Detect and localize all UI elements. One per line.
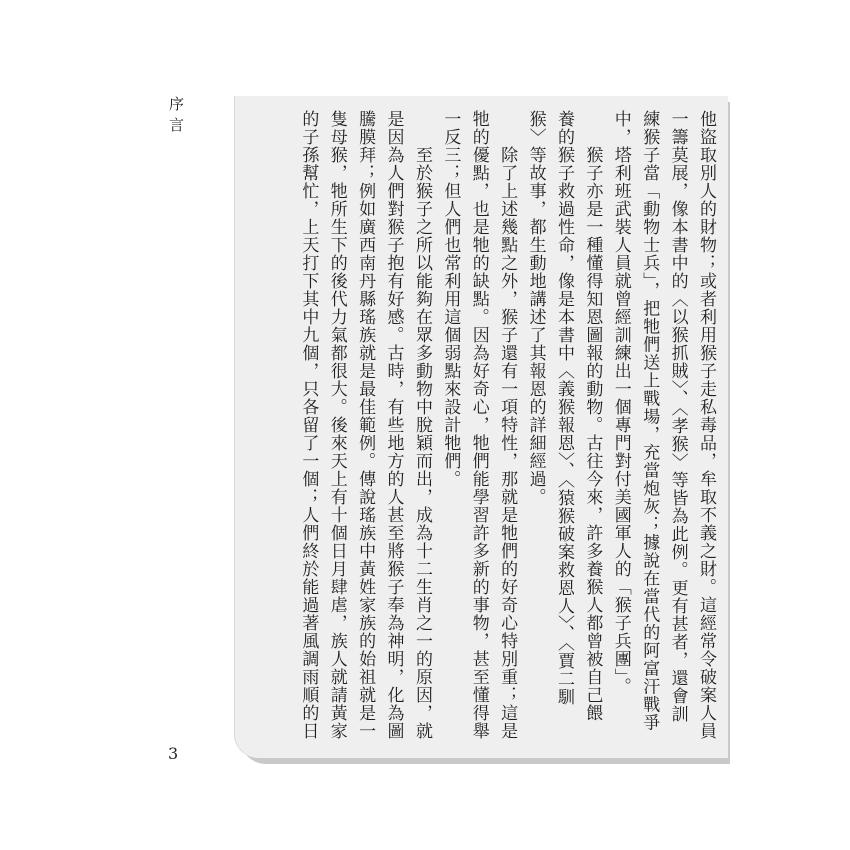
page-number: 3 <box>168 744 179 763</box>
text-column: 養的猴子救過性命，像是本書中〈義猴報恩〉、〈猿猴破案救恩人〉、〈賈二馴 <box>553 110 574 706</box>
vertical-text-body <box>294 110 720 750</box>
text-column: 猴〉等故事，都生動地講述了其報恩的詳細經過。 <box>525 110 546 506</box>
text-column: 騰膜拜；例如廣西南丹縣瑤族就是最佳範例。傳說瑤族中黃姓家族的始祖就是一 <box>355 110 376 740</box>
text-column: 除了上述幾點之外，猴子還有一項特性，那就是牠們的好奇心特別重；這是 <box>497 110 518 740</box>
text-column: 隻母猴，牠所生下的後代力氣都很大。後來天上有十個日月肆虐，族人就請黃家 <box>326 110 347 740</box>
text-column: 猴子亦是一種懂得知恩圖報的動物。古往今來，許多養猴人都曾被自己餵 <box>582 110 603 722</box>
text-column: 他盜取別人的財物；或者利用猴子走私毒品，牟取不義之財。這經常令破案人員 <box>696 110 716 740</box>
text-column: 的子孫幫忙，上天打下其中九個，只各留了一個；人們終於能過著風調雨順的日 <box>298 110 319 740</box>
page-panel <box>234 96 728 758</box>
text-column: 一反三；但人們也常利用這個弱點來設計牠們。 <box>440 110 461 488</box>
section-label: 序言 <box>167 96 185 138</box>
text-column: 一籌莫展，像本書中的〈以猴抓賊〉、〈孝猴〉等皆為此例。更有甚者，還會訓 <box>667 110 688 723</box>
text-column: 是因為人們對猴子抱有好感。古時，有些地方的人甚至將猴子奉為神明，化為圖 <box>383 110 404 740</box>
text-column: 至於猴子之所以能夠在眾多動物中脫穎而出，成為十二生肖之一的原因，就 <box>411 110 432 740</box>
text-column: 中，塔利班武裝人員就曾經訓練出一個專門對付美國軍人的「猴子兵團」。 <box>610 110 631 696</box>
text-column: 練猴子當「動物士兵」，把牠們送上戰場，充當炮灰；據說在當代的阿富汗戰爭 <box>639 110 660 732</box>
text-column: 牠的優點，也是牠的缺點。因為好奇心，牠們能學習許多新的事物，甚至懂得舉 <box>468 110 489 740</box>
